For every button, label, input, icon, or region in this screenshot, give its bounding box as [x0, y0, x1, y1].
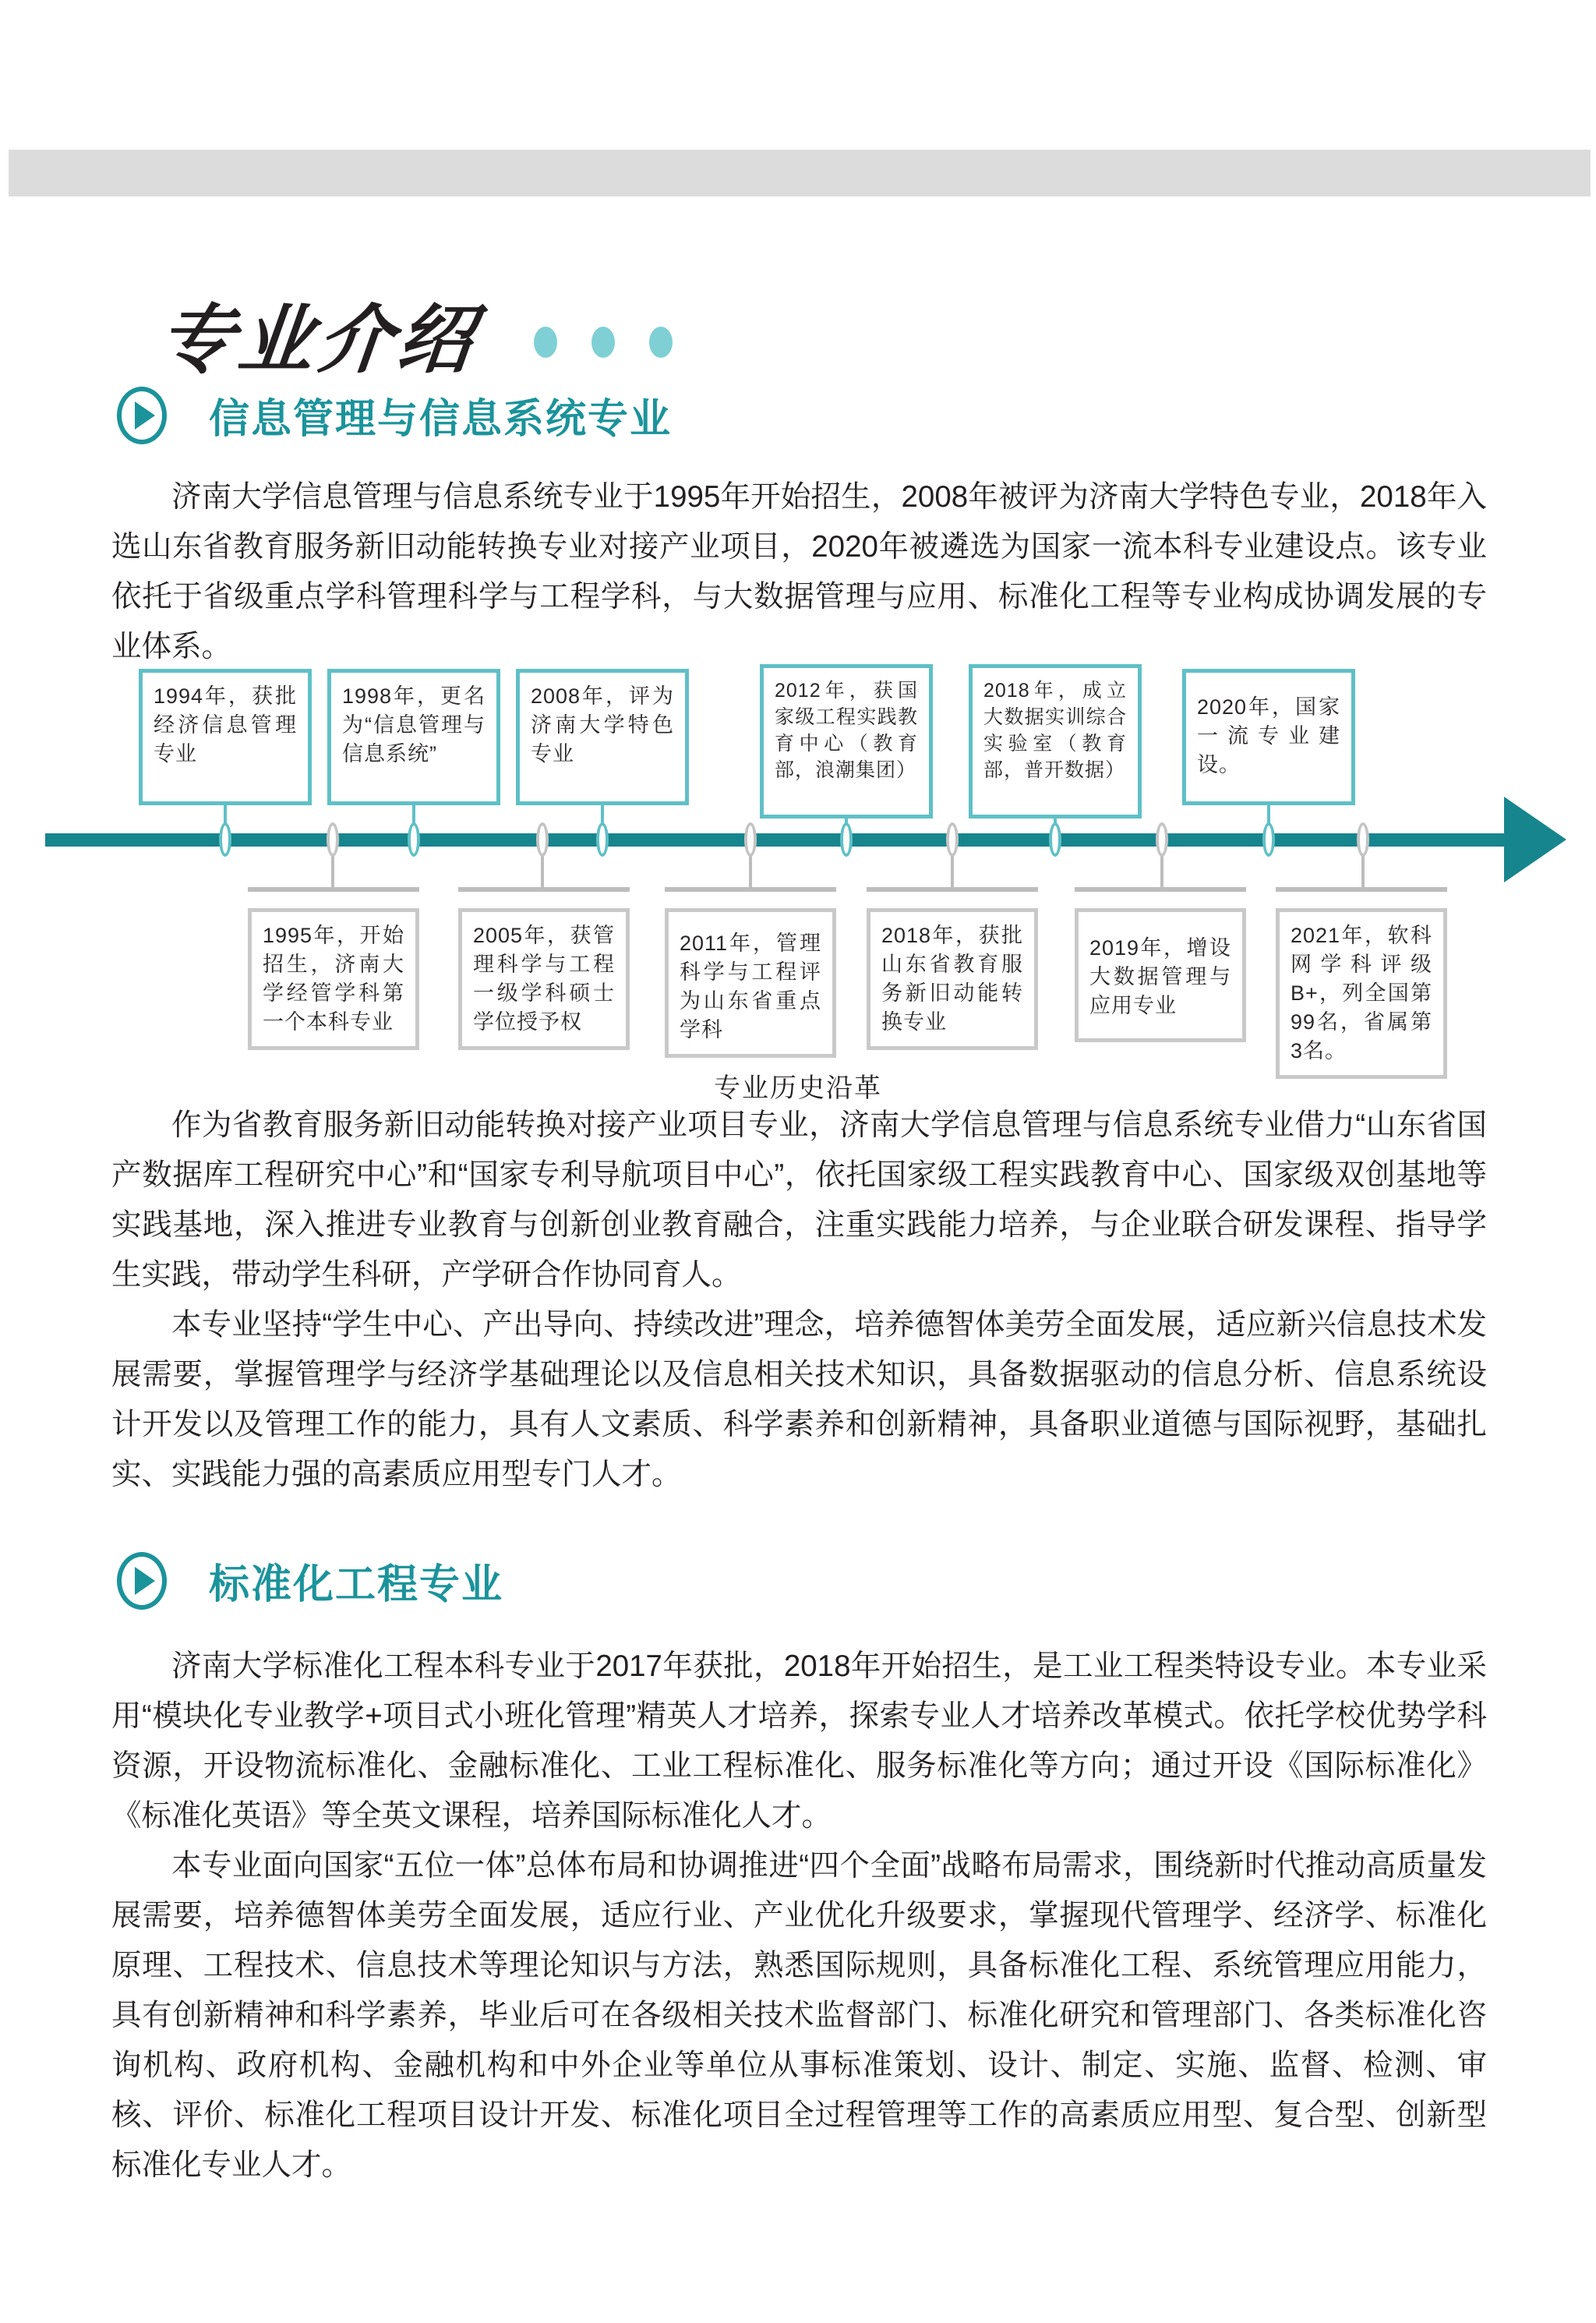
- timeline-event-2008: [516, 669, 689, 805]
- title-row: [154, 281, 673, 387]
- timeline-axis: [45, 833, 1509, 847]
- page-title: 专业介绍: [154, 299, 482, 382]
- section-heading-row-info-management: [117, 386, 672, 444]
- arrow-right-circle-icon: [117, 387, 167, 444]
- timeline-event-2012: [760, 664, 933, 819]
- timeline-node-gray: [744, 822, 757, 857]
- timeline-event-2005: [458, 908, 630, 1050]
- section-heading-row-standardization: [117, 1551, 503, 1610]
- paragraph: 本专业坚持“学生中心、产出导向、持续改进”理念，培养德智体美劳全面发展，适应新兴信息技术发展需要，掌握管理学与经济学基础理论以及信息相关技术知识，具备数据驱动的信息分析、信息系统设计开发以及管理工作的能力，具有人文素质、科学素养和创新精神，具备职业道德与国际视野，基础扎实、实践能力强的高素质应用型专门人才。: [111, 1308, 1487, 1491]
- timeline-node-teal: [1049, 822, 1061, 857]
- event-text: 2019年，增设大数据管理与应用专业: [1089, 936, 1231, 1017]
- info-management-paragraph-block: [111, 1101, 1487, 1500]
- event-text: 2011年，管理科学与工程评为山东省重点学科: [680, 932, 821, 1041]
- event-text: 1995年，开始招生，济南大学经管学科第一个本科专业: [263, 924, 404, 1034]
- timeline-stem: [1361, 854, 1365, 889]
- timeline-tee-bar: [458, 887, 630, 892]
- timeline-node-gray: [946, 822, 959, 857]
- event-text: 2018年，成立大数据实训综合实验室（教育部，普开数据）: [983, 680, 1127, 781]
- timeline-tee-bar: [867, 887, 1038, 892]
- intro-paragraph-block: [111, 472, 1487, 672]
- timeline-tee-bar: [1276, 887, 1447, 892]
- arrow-triangle-icon: [135, 1567, 155, 1595]
- timeline-tee-bar: [248, 887, 419, 892]
- timeline-event-2018-lab: [969, 664, 1142, 819]
- section-title: 标准化工程专业: [209, 1562, 504, 1607]
- title-dots-decoration: [534, 327, 673, 358]
- timeline-event-2020: [1182, 669, 1355, 805]
- timeline-caption: 专业历史沿革: [714, 1073, 882, 1103]
- timeline-event-2019: [1075, 908, 1246, 1042]
- history-timeline-diagram: [0, 663, 1596, 1123]
- timeline-node-teal: [596, 822, 609, 857]
- timeline-event-1998: [327, 669, 500, 805]
- timeline-stem: [541, 854, 544, 889]
- top-decor-bar: [9, 150, 1591, 196]
- timeline-stem: [749, 854, 752, 889]
- paragraph: 济南大学信息管理与信息系统专业于1995年开始招生，2008年被评为济南大学特色专业，2018年入选山东省教育服务新旧动能转换专业对接产业项目，2020年被遴选为国家一流本科专业建设点。该专业依托于省级重点学科管理科学与工程学科，与大数据管理与应用、标准化工程等专业构成协调发展的专业体系。: [111, 480, 1487, 663]
- timeline-tee-bar: [665, 887, 836, 892]
- timeline-stem: [951, 854, 954, 889]
- paragraph: 本专业面向国家“五位一体”总体布局和协调推进“四个全面”战略布局需求，围绕新时代推动高质量发展需要，培养德智体美劳全面发展，适应行业、产业优化升级要求，掌握现代管理学、经济学、标准化原理、工程技术、信息技术等理论知识与方法，熟悉国际规则，具备标准化工程、系统管理应用能力，具有创新精神和科学素养，毕业后可在各级相关技术监督部门、标准化研究和管理部门、各类标准化咨询机构、政府机构、金融机构和中外企业等单位从事标准策划、设计、制定、实施、监督、检测、审核、评价、标准化工程项目设计开发、标准化项目全过程管理等工作的高素质应用型、复合型、创新型标准化专业人才。: [111, 1849, 1487, 2182]
- timeline-node-teal: [840, 822, 853, 857]
- timeline-arrowhead-icon: [1504, 797, 1566, 882]
- paragraph: 济南大学标准化工程本科专业于2017年获批，2018年开始招生，是工业工程类特设专业。本专业采用“模块化专业教学+项目式小班化管理”精英人才培养，探索专业人才培养改革模式。依托学校优势学科资源，开设物流标准化、金融标准化、工业工程标准化、服务标准化等方向；通过开设《国际标准化》《标准化英语》等全英文课程，培养国际标准化人才。: [111, 1649, 1487, 1833]
- timeline-stem: [331, 854, 334, 889]
- event-text: 1998年，更名为“信息管理与信息系统”: [342, 684, 486, 765]
- timeline-event-2011: [665, 908, 836, 1058]
- event-text: 2008年，评为济南大学特色专业: [531, 684, 674, 765]
- timeline-node-gray: [1357, 822, 1369, 857]
- event-text: 2018年，获批山东省教育服务新旧动能转换专业: [881, 924, 1023, 1034]
- paragraph: 作为省教育服务新旧动能转换对接产业项目专业，济南大学信息管理与信息系统专业借力“山东省国产数据库工程研究中心”和“国家专利导航项目中心”，依托国家级工程实践教育中心、国家级双创基地等实践基地，深入推进专业教育与创新创业教育融合，注重实践能力培养，与企业联合研发课程、指导学生实践，带动学生科研，产学研合作协同育人。: [111, 1108, 1487, 1292]
- standardization-paragraph-block: [111, 1642, 1487, 2190]
- timeline-event-1994: [139, 669, 312, 805]
- timeline-event-2018-project: [867, 908, 1038, 1050]
- event-text: 1994年，获批经济信息管理专业: [154, 684, 297, 765]
- timeline-event-2021: [1276, 908, 1447, 1079]
- timeline-node-gray: [327, 822, 339, 857]
- event-text: 2012年，获国家级工程实践教育中心（教育部，浪潮集团）: [775, 680, 918, 781]
- arrow-right-circle-icon: [117, 1552, 167, 1610]
- timeline-node-gray: [1156, 822, 1168, 857]
- dot-icon: [534, 327, 557, 358]
- timeline-node-teal: [408, 822, 420, 857]
- event-text: 2020年，国家一流专业建设。: [1197, 695, 1340, 776]
- timeline-tee-bar: [1075, 887, 1246, 892]
- arrow-triangle-icon: [135, 401, 155, 430]
- timeline-stem: [1160, 854, 1163, 889]
- event-text: 2005年，获管理科学与工程一级学科硕士学位授予权: [473, 924, 615, 1034]
- dot-icon: [591, 327, 615, 358]
- timeline-event-1995: [248, 908, 419, 1050]
- timeline-node-teal: [1262, 822, 1275, 857]
- timeline-node-gray: [536, 822, 549, 857]
- timeline-node-teal: [219, 822, 231, 857]
- event-text: 2021年，软科网学科评级B+，列全国第99名，省属第3名。: [1291, 924, 1432, 1062]
- dot-icon: [649, 327, 673, 358]
- section-title: 信息管理与信息系统专业: [209, 397, 673, 442]
